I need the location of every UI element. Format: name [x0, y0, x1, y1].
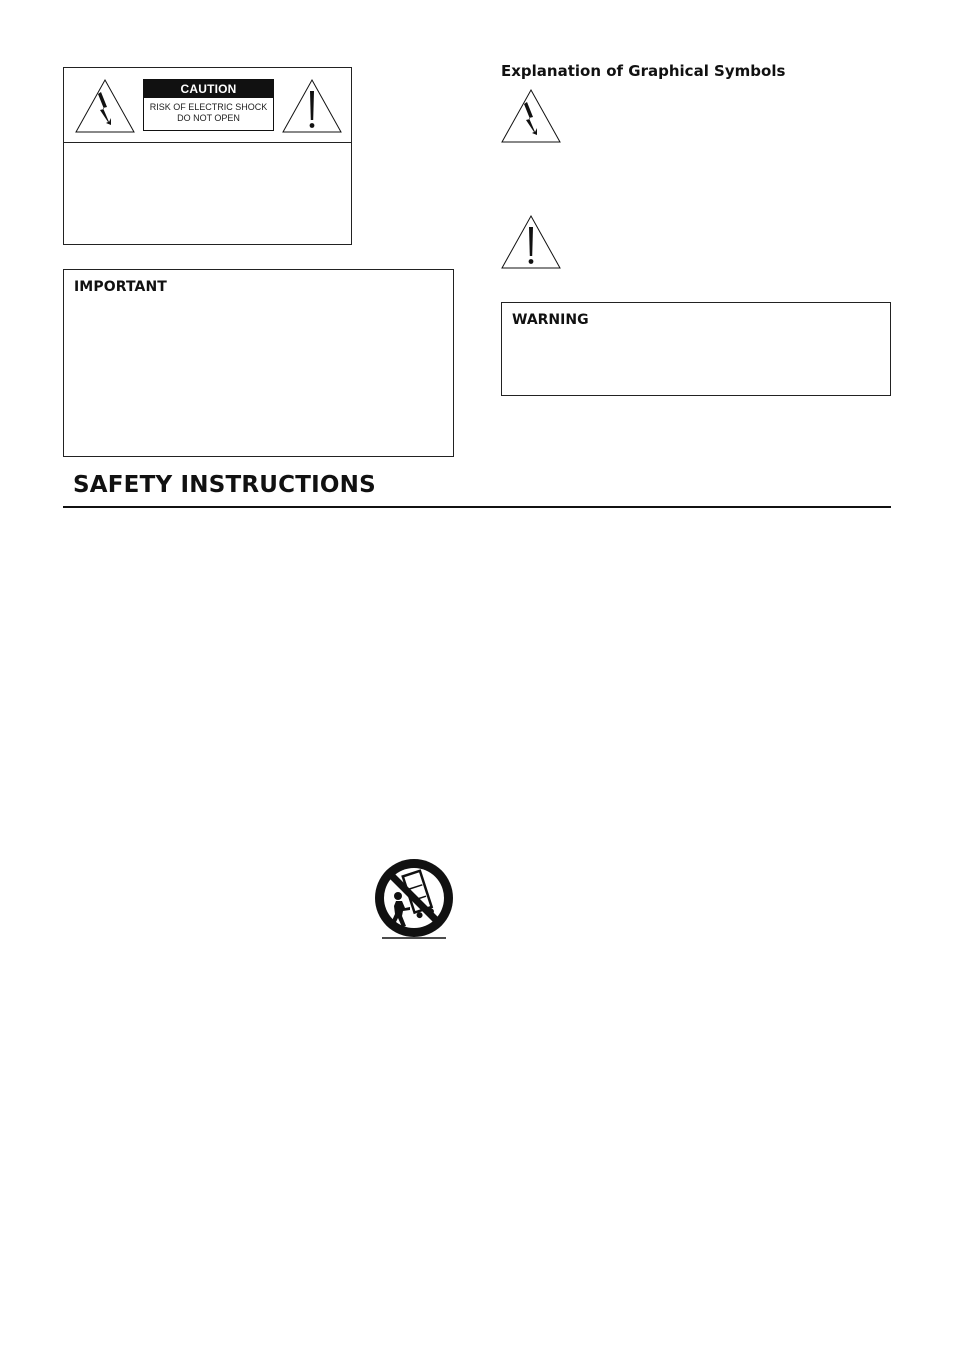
- caution-title: CAUTION: [144, 80, 273, 98]
- safety-instructions-heading: SAFETY INSTRUCTIONS: [73, 472, 376, 498]
- caution-panel: [63, 67, 352, 245]
- caution-subtext-line1: RISK OF ELECTRIC SHOCK: [149, 102, 268, 112]
- warning-panel: [501, 302, 891, 396]
- cart-tip-over-warning-icon: [374, 858, 454, 940]
- caution-subtext: [144, 102, 273, 124]
- caution-label: [143, 79, 274, 131]
- exclamation-warning-icon: [281, 78, 343, 134]
- exclamation-warning-icon: [500, 214, 562, 270]
- lightning-warning-icon: [74, 78, 136, 134]
- caution-subtext-line2: DO NOT OPEN: [177, 113, 240, 123]
- symbols-section-title: Explanation of Graphical Symbols: [501, 62, 786, 80]
- important-title: IMPORTANT: [74, 279, 167, 295]
- caution-header: [64, 68, 351, 143]
- warning-title: WARNING: [512, 312, 589, 328]
- lightning-warning-icon: [500, 88, 562, 144]
- section-divider: [63, 506, 891, 508]
- important-panel: [63, 269, 454, 457]
